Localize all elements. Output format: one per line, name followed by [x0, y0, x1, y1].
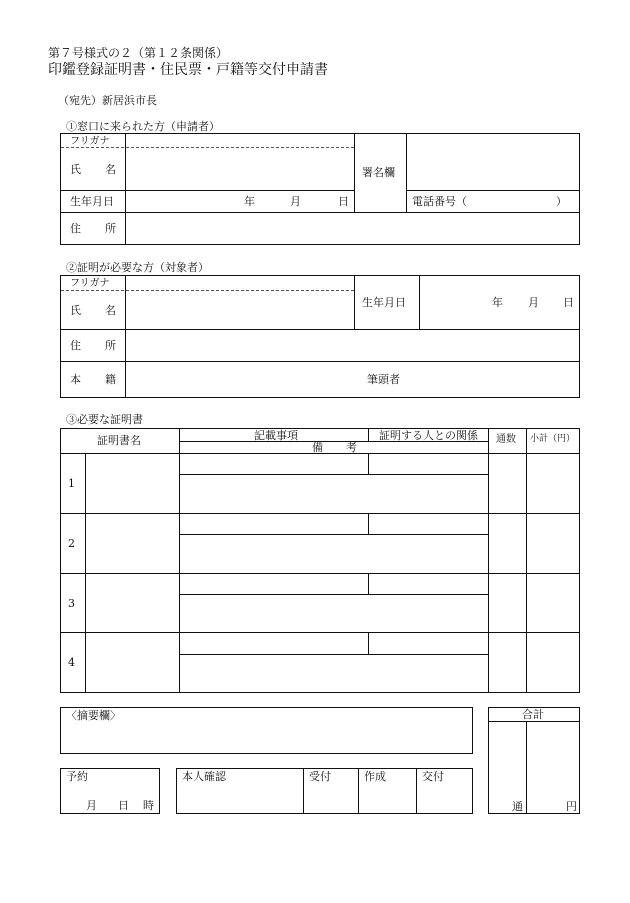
s3-row4-subtotal-field[interactable] — [528, 634, 578, 691]
reservation-month: 月 — [86, 799, 97, 812]
s3-row2-subtotal-field[interactable] — [528, 515, 578, 572]
s3-col-subtotal: 小計（円） — [530, 434, 576, 444]
total-copies-unit: 通 — [512, 800, 523, 813]
s2-honseki-field[interactable] — [127, 363, 357, 396]
section2-heading: ②証明が必要な方（対象者） — [66, 261, 209, 274]
s3-row-number: 1 — [68, 477, 75, 490]
s1-furigana-field[interactable] — [127, 135, 353, 146]
s2-month: 月 — [528, 296, 539, 309]
s1-birth-field[interactable] — [127, 192, 353, 211]
s2-name-label-2: 名 — [105, 304, 116, 317]
s3-row-number: 4 — [68, 656, 75, 669]
s2-furigana-field[interactable] — [127, 277, 353, 289]
s3-row3-remarks-field[interactable] — [181, 596, 487, 631]
s3-row4-count-field[interactable] — [490, 634, 525, 691]
total-copies-field[interactable] — [490, 723, 525, 799]
s1-day: 日 — [338, 195, 349, 208]
s2-honseki-label-1: 本 — [70, 373, 81, 386]
section1-heading: ①窓口に来られた方（申請者） — [66, 120, 220, 133]
form-title: 印鑑登録証明書・住民票・戸籍等交付申請書 — [48, 62, 328, 78]
s1-name-field[interactable] — [127, 149, 353, 189]
s2-address-label-1: 住 — [70, 339, 81, 352]
s3-col-items: 記載事項 — [254, 429, 298, 442]
s3-row1-cert-field[interactable] — [87, 455, 178, 512]
s2-honseki-label-2: 籍 — [105, 373, 116, 386]
s3-row3-count-field[interactable] — [490, 575, 525, 631]
office-id-check: 本人確認 — [182, 770, 226, 783]
s2-furigana-label: フリガナ — [70, 278, 110, 289]
s3-col-count: 通数 — [496, 434, 516, 445]
section3-heading: ③必要な証明書 — [66, 413, 143, 426]
s3-row3-items-field[interactable] — [181, 575, 367, 593]
s3-col-relation: 証明する人との関係 — [379, 429, 478, 442]
s2-head-field[interactable] — [410, 363, 578, 396]
summary-label: 〈摘要欄〉 — [66, 709, 121, 722]
s2-address-field[interactable] — [127, 331, 578, 360]
s3-row1-remarks-field[interactable] — [181, 476, 487, 512]
s1-name-label-2: 名 — [105, 163, 116, 176]
s3-row-number: 2 — [68, 537, 75, 550]
s3-row2-relation-field[interactable] — [370, 515, 487, 533]
s1-month: 月 — [290, 195, 301, 208]
s2-day: 日 — [563, 296, 574, 309]
s2-year: 年 — [492, 296, 503, 309]
s2-name-field[interactable] — [127, 292, 353, 328]
summary-field[interactable] — [62, 724, 471, 752]
s3-row3-subtotal-field[interactable] — [528, 575, 578, 631]
s3-row2-items-field[interactable] — [181, 515, 367, 533]
total-yen-field[interactable] — [528, 723, 578, 799]
s1-furigana-label: フリガナ — [70, 136, 110, 147]
reservation-day: 日 — [118, 799, 129, 812]
office-created: 作成 — [364, 770, 386, 783]
s3-col-remarks-2: 考 — [346, 441, 357, 454]
s3-row4-relation-field[interactable] — [370, 634, 487, 653]
s2-name-label-1: 氏 — [70, 304, 81, 317]
s3-row1-items-field[interactable] — [181, 455, 367, 473]
s1-name-label-1: 氏 — [70, 163, 81, 176]
s3-row1-subtotal-field[interactable] — [528, 455, 578, 512]
s3-row1-relation-field[interactable] — [370, 455, 487, 473]
s3-row4-cert-field[interactable] — [87, 634, 178, 691]
s3-row-number: 3 — [68, 597, 75, 610]
reservation-label: 予約 — [66, 770, 88, 783]
office-issued: 交付 — [422, 770, 444, 783]
s3-row3-cert-field[interactable] — [87, 575, 178, 631]
s1-phone-label: 電話番号（ — [412, 195, 467, 208]
s1-phone-close: ） — [556, 195, 567, 208]
s2-head-label: 筆頭者 — [367, 373, 400, 386]
s3-row2-remarks-field[interactable] — [181, 536, 487, 572]
total-yen-unit: 円 — [566, 800, 577, 813]
s1-signature-field[interactable] — [408, 135, 578, 189]
reservation-hour: 時 — [143, 799, 154, 812]
addressee: （宛先）新居浜市長 — [58, 94, 157, 107]
s1-year: 年 — [244, 195, 255, 208]
s3-row2-cert-field[interactable] — [87, 515, 178, 572]
form-number: 第７号様式の２（第１２条関係） — [48, 46, 229, 60]
s3-row2-count-field[interactable] — [490, 515, 525, 572]
s3-row1-count-field[interactable] — [490, 455, 525, 512]
s3-col-cert: 証明書名 — [97, 434, 141, 447]
total-label: 合計 — [522, 708, 544, 721]
s2-birth-label: 生年月日 — [362, 296, 406, 309]
office-received: 受付 — [309, 770, 331, 783]
s3-row3-relation-field[interactable] — [370, 575, 487, 593]
s1-signature-label: 署名欄 — [362, 166, 395, 179]
s1-address-label-1: 住 — [70, 222, 81, 235]
s1-address-label-2: 所 — [105, 222, 116, 235]
s1-phone-field[interactable] — [470, 192, 554, 211]
s2-address-label-2: 所 — [105, 339, 116, 352]
s3-col-remarks-1: 備 — [312, 441, 323, 454]
s3-row4-items-field[interactable] — [181, 634, 367, 653]
s1-address-field[interactable] — [127, 214, 578, 243]
s1-birth-label: 生年月日 — [70, 195, 114, 208]
s3-row4-remarks-field[interactable] — [181, 656, 487, 691]
